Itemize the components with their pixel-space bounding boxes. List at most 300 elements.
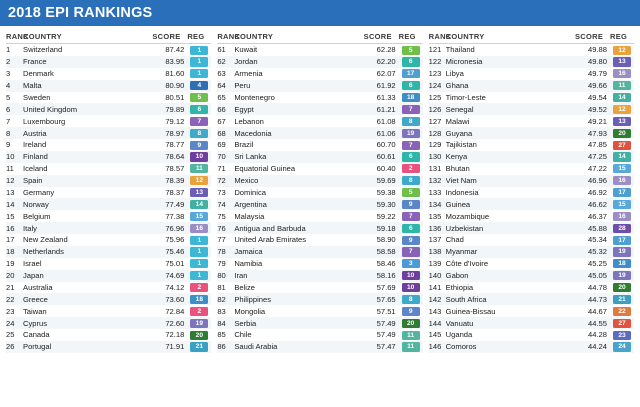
cell-score: 60.61 [364, 151, 399, 163]
cell-rank: 74 [217, 198, 234, 210]
cell-country: Argentina [234, 198, 363, 210]
cell-rank: 135 [428, 211, 442, 221]
cell-score: 79.89 [152, 103, 187, 115]
cell-region [610, 44, 634, 56]
cell-score: 45.34 [587, 235, 607, 245]
cell-region [399, 92, 423, 104]
cell-region [187, 151, 211, 163]
cell-score: 46.96 [575, 175, 610, 187]
table-row [6, 80, 211, 92]
rankings-column-3 [429, 32, 634, 353]
table-row [6, 282, 211, 294]
cell-rank: 134 [429, 198, 446, 210]
cell-rank: 137 [428, 235, 442, 245]
cell-country: Uganda [445, 330, 473, 340]
region-badge: 16 [190, 224, 208, 233]
cell-region [187, 282, 211, 294]
region-badge: 7 [402, 141, 420, 150]
cell-country: Bhutan [445, 164, 470, 174]
cell-country: Italy [23, 222, 152, 234]
cell-country: Denmark [23, 69, 54, 79]
cell-country: Taiwan [23, 306, 47, 316]
cell-score: 74.12 [165, 282, 185, 292]
table-row [429, 56, 634, 68]
cell-region [610, 151, 634, 163]
region-badge: 6 [190, 105, 208, 114]
cell-score: 58.46 [376, 259, 396, 269]
cell-score: 44.78 [587, 282, 607, 292]
cell-rank: 83 [217, 306, 226, 316]
cell-country: Gabon [446, 270, 575, 282]
cell-region [187, 187, 211, 199]
cell-rank: 122 [429, 56, 446, 68]
cell-region [399, 293, 423, 305]
region-badge: 11 [190, 164, 208, 173]
region-badge: 6 [402, 57, 420, 66]
cell-score: 76.96 [152, 222, 187, 234]
cell-rank: 82 [217, 293, 234, 305]
region-badge: 10 [402, 271, 420, 280]
rankings-columns [0, 26, 640, 353]
cell-country: Dominica [234, 187, 266, 197]
cell-score: 75.96 [165, 235, 185, 245]
cell-score: 71.91 [152, 341, 187, 353]
table-row [429, 175, 634, 187]
table-row [217, 115, 422, 127]
cell-rank: 80 [217, 270, 234, 282]
table-row [6, 163, 211, 175]
cell-rank: 12 [6, 175, 23, 187]
cell-region [187, 305, 211, 317]
cell-score: 44.28 [587, 330, 607, 340]
cell-region [187, 163, 211, 175]
cell-country: Indonesia [445, 187, 479, 197]
header-rank: RANK [429, 32, 446, 44]
region-badge: 12 [613, 105, 631, 114]
cell-country: Portugal [23, 341, 152, 353]
cell-country: Senegal [446, 103, 575, 115]
table-header-row [6, 32, 211, 44]
region-badge: 7 [402, 247, 420, 256]
region-badge: 1 [190, 69, 208, 78]
cell-score: 57.65 [364, 293, 399, 305]
cell-region [610, 127, 634, 139]
cell-country: Belize [234, 282, 256, 292]
cell-region [187, 127, 211, 139]
header-score: SCORE [152, 32, 187, 44]
cell-rank: 123 [428, 69, 442, 79]
table-row [429, 151, 634, 163]
region-badge: 11 [402, 331, 420, 340]
region-badge: 12 [190, 176, 208, 185]
cell-country: Antigua and Barbuda [234, 222, 363, 234]
cell-region [399, 210, 423, 222]
table-row [6, 222, 211, 234]
cell-score: 59.69 [364, 175, 399, 187]
table-row [6, 139, 211, 151]
table-row [429, 234, 634, 246]
cell-score: 78.64 [152, 151, 187, 163]
table-row [6, 175, 211, 187]
cell-score: 75.01 [165, 259, 185, 269]
table-row [217, 187, 422, 199]
cell-score: 78.39 [152, 175, 187, 187]
cell-country: Kuwait [234, 45, 258, 55]
cell-region [399, 341, 423, 353]
cell-score: 83.95 [152, 56, 187, 68]
cell-rank: 144 [429, 317, 446, 329]
region-badge: 21 [613, 295, 631, 304]
cell-region [610, 80, 634, 92]
table-row [429, 127, 634, 139]
cell-score: 57.47 [364, 341, 399, 353]
table-row [429, 246, 634, 258]
cell-region [399, 246, 423, 258]
region-badge: 20 [190, 331, 208, 340]
cell-rank: 84 [217, 317, 234, 329]
cell-country: Iran [234, 270, 363, 282]
table-row [429, 92, 634, 104]
cell-country: Netherlands [23, 246, 152, 258]
cell-score: 72.60 [152, 317, 187, 329]
cell-score: 44.73 [575, 293, 610, 305]
table-row [429, 282, 634, 294]
region-badge: 13 [613, 57, 631, 66]
region-badge: 10 [402, 283, 420, 292]
cell-country: Cyprus [23, 317, 152, 329]
cell-country: Jamaica [234, 246, 363, 258]
cell-country: Namibia [234, 259, 263, 269]
cell-score: 45.25 [587, 259, 607, 269]
cell-score: 77.49 [152, 198, 187, 210]
region-badge: 11 [402, 342, 420, 351]
region-badge: 8 [402, 176, 420, 185]
region-badge: 19 [190, 319, 208, 328]
cell-score: 59.38 [376, 187, 396, 197]
region-badge: 1 [190, 247, 208, 256]
region-badge: 14 [613, 152, 631, 161]
cell-country: Equatorial Guinea [234, 164, 296, 174]
table-row [6, 293, 211, 305]
table-row [6, 92, 211, 104]
region-badge: 15 [613, 164, 631, 173]
cell-rank: 16 [6, 222, 23, 234]
cell-rank: 68 [217, 127, 234, 139]
region-badge: 14 [613, 93, 631, 102]
cell-region [610, 187, 634, 199]
region-badge: 10 [190, 152, 208, 161]
cell-country: New Zealand [23, 235, 68, 245]
cell-score: 58.16 [364, 270, 399, 282]
cell-country: Chile [234, 330, 252, 340]
cell-country: Canada [23, 330, 50, 340]
cell-score: 73.60 [152, 293, 187, 305]
region-badge: 27 [613, 141, 631, 150]
table-body-3 [429, 44, 634, 353]
cell-region [187, 258, 211, 270]
cell-score: 49.79 [587, 69, 607, 79]
table-row [429, 317, 634, 329]
cell-score: 44.67 [587, 306, 607, 316]
cell-country: Malaysia [234, 211, 265, 221]
cell-region [187, 44, 211, 56]
cell-rank: 136 [429, 222, 446, 234]
cell-rank: 15 [6, 211, 15, 221]
table-row [429, 80, 634, 92]
cell-score: 45.32 [575, 246, 610, 258]
region-badge: 7 [402, 212, 420, 221]
cell-country: Switzerland [23, 45, 63, 55]
cell-country: Spain [23, 175, 152, 187]
cell-country: Guinea-Bissau [445, 306, 496, 316]
region-badge: 13 [613, 117, 631, 126]
cell-region [610, 210, 634, 222]
rankings-column-2 [217, 32, 422, 353]
title-bar [0, 0, 640, 26]
table-row [429, 258, 634, 270]
cell-region [187, 293, 211, 305]
cell-region [610, 234, 634, 246]
region-badge: 9 [402, 236, 420, 245]
cell-rank: 14 [6, 198, 23, 210]
cell-score: 60.70 [376, 140, 396, 150]
cell-country: Vanuatu [446, 317, 575, 329]
cell-region [399, 187, 423, 199]
region-badge: 17 [402, 69, 420, 78]
region-badge: 16 [613, 212, 631, 221]
table-row [217, 222, 422, 234]
cell-region [187, 139, 211, 151]
cell-rank: 9 [6, 140, 11, 150]
cell-rank: 8 [6, 127, 23, 139]
cell-country: Thailand [445, 45, 475, 55]
cell-region [610, 317, 634, 329]
region-badge: 4 [190, 81, 208, 90]
cell-region [399, 127, 423, 139]
cell-score: 49.54 [587, 92, 607, 102]
table-row [429, 341, 634, 353]
cell-score: 60.40 [376, 164, 396, 174]
cell-region [399, 175, 423, 187]
header-rank: RANK [217, 32, 234, 44]
cell-country: Chad [445, 235, 464, 245]
cell-score: 57.49 [376, 330, 396, 340]
cell-score: 47.22 [587, 164, 607, 174]
cell-rank: 61 [217, 45, 226, 55]
table-row [6, 56, 211, 68]
table-row [6, 68, 211, 80]
region-badge: 1 [190, 271, 208, 280]
cell-rank: 3 [6, 69, 11, 79]
cell-rank: 131 [428, 164, 442, 174]
table-row [6, 234, 211, 246]
region-badge: 8 [402, 117, 420, 126]
table-row [217, 163, 422, 175]
table-row [429, 222, 634, 234]
cell-rank: 63 [217, 69, 226, 79]
cell-country: South Africa [446, 293, 575, 305]
cell-rank: 145 [428, 330, 442, 340]
cell-score: 78.57 [165, 164, 185, 174]
region-badge: 19 [613, 271, 631, 280]
cell-country: Malta [23, 80, 152, 92]
region-badge: 5 [402, 46, 420, 55]
table-row [217, 127, 422, 139]
header-score: SCORE [575, 32, 610, 44]
cell-rank: 130 [429, 151, 446, 163]
table-row [217, 234, 422, 246]
cell-rank: 71 [217, 164, 226, 174]
region-badge: 18 [402, 93, 420, 102]
cell-region [399, 222, 423, 234]
cell-score: 62.28 [376, 45, 396, 55]
region-badge: 23 [613, 331, 631, 340]
cell-rank: 13 [6, 187, 15, 197]
header-reg: REG [187, 32, 211, 44]
cell-country: Lebanon [234, 116, 264, 126]
cell-region [187, 115, 211, 127]
region-badge: 3 [402, 259, 420, 268]
cell-region [610, 329, 634, 341]
region-badge: 27 [613, 319, 631, 328]
cell-country: Timor-Leste [445, 92, 486, 102]
cell-rank: 62 [217, 56, 234, 68]
cell-rank: 25 [6, 330, 15, 340]
region-badge: 16 [613, 176, 631, 185]
cell-score: 72.84 [165, 306, 185, 316]
cell-region [399, 68, 423, 80]
region-badge: 9 [402, 307, 420, 316]
table-row [6, 151, 211, 163]
region-badge: 2 [402, 164, 420, 173]
table-row [429, 210, 634, 222]
cell-rank: 21 [6, 282, 15, 292]
cell-region [399, 103, 423, 115]
cell-region [610, 139, 634, 151]
cell-country: Tajikistan [445, 140, 477, 150]
cell-rank: 86 [217, 341, 234, 353]
cell-rank: 69 [217, 140, 226, 150]
cell-rank: 73 [217, 187, 226, 197]
cell-score: 78.77 [165, 140, 185, 150]
rankings-column-1 [6, 32, 211, 353]
cell-region [610, 293, 634, 305]
table-body-2 [217, 44, 422, 353]
table-row [429, 139, 634, 151]
page-title: 2018 EPI RANKINGS [8, 5, 153, 21]
cell-score: 49.66 [575, 80, 610, 92]
cell-country: Montenegro [234, 92, 275, 102]
cell-region [187, 103, 211, 115]
cell-region [187, 329, 211, 341]
cell-country: Viet Nam [446, 175, 575, 187]
cell-region [399, 44, 423, 56]
cell-score: 62.20 [364, 56, 399, 68]
table-row [429, 293, 634, 305]
cell-score: 87.42 [165, 45, 185, 55]
region-badge: 24 [613, 342, 631, 351]
table-row [429, 187, 634, 199]
region-badge: 8 [190, 129, 208, 138]
cell-country: Kenya [446, 151, 575, 163]
cell-country: Sri Lanka [234, 151, 363, 163]
region-badge: 17 [613, 188, 631, 197]
cell-score: 45.05 [575, 270, 610, 282]
cell-country: Serbia [234, 317, 363, 329]
cell-country: Israel [23, 259, 42, 269]
cell-rank: 6 [6, 103, 23, 115]
cell-score: 47.25 [575, 151, 610, 163]
cell-score: 61.21 [364, 103, 399, 115]
cell-score: 45.88 [575, 222, 610, 234]
cell-rank: 10 [6, 151, 23, 163]
cell-score: 62.07 [376, 69, 396, 79]
cell-region [610, 270, 634, 282]
cell-country: Ethiopia [445, 282, 474, 292]
table-row [217, 329, 422, 341]
cell-region [187, 175, 211, 187]
region-badge: 9 [402, 200, 420, 209]
cell-region [399, 115, 423, 127]
table-row [6, 198, 211, 210]
cell-region [610, 68, 634, 80]
cell-country: Guyana [446, 127, 575, 139]
cell-region [399, 198, 423, 210]
cell-rank: 85 [217, 330, 226, 340]
table-row [217, 270, 422, 282]
table-row [6, 103, 211, 115]
cell-region [610, 103, 634, 115]
cell-region [610, 305, 634, 317]
cell-region [610, 175, 634, 187]
cell-score: 58.58 [364, 246, 399, 258]
table-row [217, 282, 422, 294]
region-badge: 2 [190, 283, 208, 292]
cell-score: 46.37 [587, 211, 607, 221]
cell-country: Philippines [234, 293, 363, 305]
region-badge: 11 [613, 81, 631, 90]
cell-region [610, 92, 634, 104]
cell-rank: 4 [6, 80, 23, 92]
cell-region [187, 56, 211, 68]
cell-country: Côte d'Ivoire [445, 259, 489, 269]
cell-region [187, 317, 211, 329]
cell-region [399, 305, 423, 317]
table-row [6, 44, 211, 56]
region-badge: 1 [190, 259, 208, 268]
cell-region [187, 210, 211, 222]
cell-score: 49.80 [575, 56, 610, 68]
cell-rank: 132 [429, 175, 446, 187]
table-row [429, 68, 634, 80]
table-row [217, 139, 422, 151]
cell-country: France [23, 56, 152, 68]
cell-country: Ghana [446, 80, 575, 92]
cell-rank: 127 [428, 116, 442, 126]
cell-score: 49.88 [587, 45, 607, 55]
cell-country: Iceland [23, 164, 48, 174]
region-badge: 21 [190, 342, 208, 351]
table-row [6, 305, 211, 317]
cell-country: Australia [23, 282, 53, 292]
rankings-table-3 [429, 32, 634, 353]
cell-rank: 26 [6, 341, 23, 353]
cell-region [610, 246, 634, 258]
cell-country: Peru [234, 80, 363, 92]
cell-rank: 141 [428, 282, 442, 292]
table-row [217, 210, 422, 222]
cell-rank: 143 [428, 306, 442, 316]
